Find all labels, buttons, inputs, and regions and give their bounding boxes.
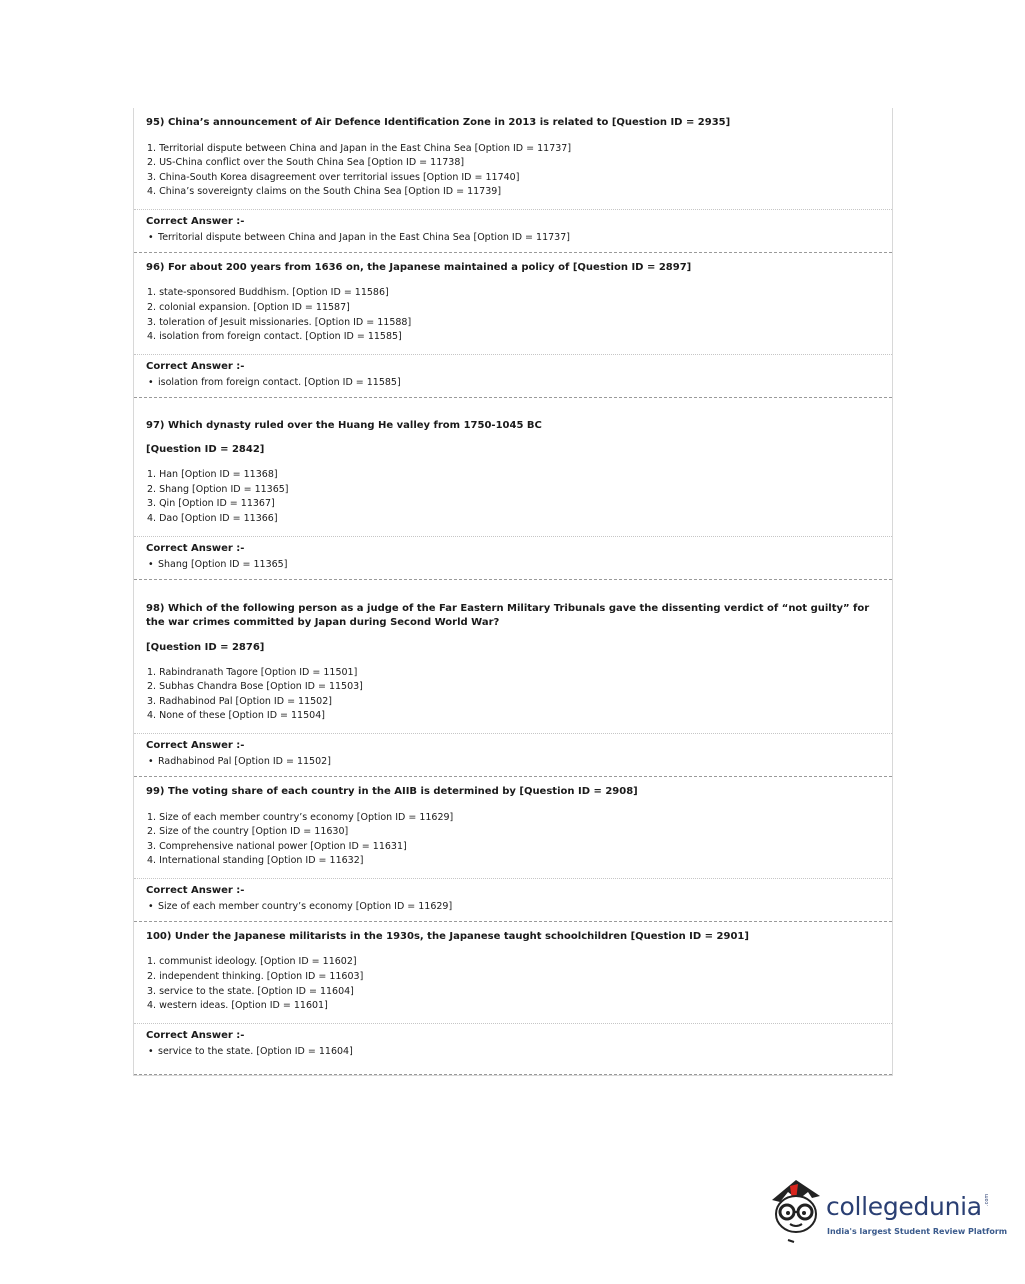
options-list xyxy=(134,275,892,353)
option-item: 3. Qin [Option ID = 11367] xyxy=(147,498,275,510)
correct-answer-item xyxy=(146,755,880,769)
option-item: 2. Subhas Chandra Bose [Option ID = 11503] xyxy=(147,681,363,693)
bullet-icon: • xyxy=(148,1045,154,1057)
correct-answer-label: Correct Answer :- xyxy=(146,360,245,372)
options-list xyxy=(134,457,892,535)
question-block-97 xyxy=(134,398,892,580)
option-item: 4. International standing [Option ID = 11632] xyxy=(147,855,364,867)
option-item: 1. communist ideology. [Option ID = 11602] xyxy=(147,956,357,968)
option-item: 3. Comprehensive national power [Option ID = 11631] xyxy=(147,840,407,852)
correct-answer-section xyxy=(134,354,892,397)
question-sheet xyxy=(133,108,893,1076)
question-block-95 xyxy=(134,108,892,253)
correct-answer-section xyxy=(134,878,892,921)
correct-answer-item xyxy=(146,231,880,245)
correct-answer-text: Territorial dispute between China and Japan in the East China Sea [Option ID = 11737] xyxy=(158,231,570,243)
bullet-icon: • xyxy=(148,558,154,570)
option-item: 1. Territorial dispute between China and Japan in the East China Sea [Option ID = 11737] xyxy=(147,142,572,154)
correct-answer-section xyxy=(134,733,892,776)
correct-answer-text: service to the state. [Option ID = 11604] xyxy=(158,1045,353,1057)
correct-answer-section xyxy=(134,209,892,252)
question-block-96 xyxy=(134,253,892,398)
question-text: 96) For about 200 years from 1636 on, the Japanese maintained a policy of [Question ID = 2897] xyxy=(146,261,692,273)
correct-answer-text: Size of each member country’s economy [Option ID = 11629] xyxy=(158,900,453,912)
option-item: 3. Radhabinod Pal [Option ID = 11502] xyxy=(147,695,332,707)
correct-answer-text: Shang [Option ID = 11365] xyxy=(158,558,288,570)
option-item: 2. US-China conflict over the South China Sea [Option ID = 11738] xyxy=(147,157,465,169)
option-item: 3. toleration of Jesuit missionaries. [Option ID = 11588] xyxy=(147,316,412,328)
correct-answer-item xyxy=(146,1045,880,1059)
question-block-100 xyxy=(134,922,892,1075)
bullet-icon: • xyxy=(148,900,154,912)
option-item: 2. Shang [Option ID = 11365] xyxy=(147,483,289,495)
correct-answer-label: Correct Answer :- xyxy=(146,542,245,554)
option-item: 3. service to the state. [Option ID = 11604] xyxy=(147,985,354,997)
correct-answer-section xyxy=(134,1023,892,1066)
brand-name: collegedunia xyxy=(826,1192,982,1221)
bullet-icon: • xyxy=(148,376,154,388)
question-block-98 xyxy=(134,580,892,777)
option-item: 1. state-sponsored Buddhism. [Option ID = 11586] xyxy=(147,287,389,299)
option-item: 3. China-South Korea disagreement over territorial issues [Option ID = 11740] xyxy=(147,171,520,183)
bullet-icon: • xyxy=(148,756,154,767)
correct-answer-label: Correct Answer :- xyxy=(146,884,245,896)
question-text: 99) The voting share of each country in the AIIB is determined by [Question ID = 2908] xyxy=(146,786,638,797)
option-item: 1. Size of each member country’s economy [Option ID = 11629] xyxy=(147,811,454,823)
options-list xyxy=(134,655,892,733)
brand-tagline: India's largest Student Review Platform xyxy=(827,1227,1008,1236)
question-text: 97) Which dynasty ruled over the Huang He valley from 1750-1045 BC xyxy=(146,419,542,431)
option-item: 4. Dao [Option ID = 11366] xyxy=(147,513,278,525)
question-id: [Question ID = 2876] xyxy=(146,641,265,653)
brand-domain-suffix: .com xyxy=(984,1193,990,1206)
option-item: 1. Han [Option ID = 11368] xyxy=(147,469,278,481)
option-item: 2. independent thinking. [Option ID = 11603] xyxy=(147,970,364,982)
bullet-icon: • xyxy=(148,231,154,243)
correct-answer-item xyxy=(146,900,880,914)
options-list xyxy=(134,800,892,878)
question-text: 100) Under the Japanese militarists in the 1930s, the Japanese taught schoolchildren [Question ID = 2901] xyxy=(146,930,749,942)
correct-answer-section xyxy=(134,536,892,579)
question-block-99 xyxy=(134,777,892,922)
option-item: 1. Rabindranath Tagore [Option ID = 11501] xyxy=(147,666,358,678)
option-item: 4. western ideas. [Option ID = 11601] xyxy=(147,1000,328,1012)
question-text: 98) Which of the following person as a judge of the Far Eastern Military Tribunals gave the dissenting verdict of “not guilty” for the war crimes committed by Japan during Second World War? xyxy=(146,602,870,629)
option-item: 2. colonial expansion. [Option ID = 11587] xyxy=(147,301,350,313)
option-item: 2. Size of the country [Option ID = 11630] xyxy=(147,826,349,838)
option-item: 4. China’s sovereignty claims on the South China Sea [Option ID = 11739] xyxy=(147,186,502,198)
correct-answer-label: Correct Answer :- xyxy=(146,1029,245,1041)
option-item: 4. None of these [Option ID = 11504] xyxy=(147,710,325,722)
options-list xyxy=(134,944,892,1022)
question-text: 95) China’s announcement of Air Defence Identification Zone in 2013 is related to [Question ID = 2935] xyxy=(146,117,731,128)
correct-answer-item xyxy=(146,558,880,572)
question-id: [Question ID = 2842] xyxy=(146,444,265,456)
correct-answer-item xyxy=(146,376,880,390)
correct-answer-text: isolation from foreign contact. [Option ID = 11585] xyxy=(158,376,401,388)
correct-answer-label: Correct Answer :- xyxy=(146,215,245,227)
correct-answer-label: Correct Answer :- xyxy=(146,740,245,751)
options-list xyxy=(134,131,892,209)
option-item: 4. isolation from foreign contact. [Option ID = 11585] xyxy=(147,331,402,343)
correct-answer-text: Radhabinod Pal [Option ID = 11502] xyxy=(158,756,331,767)
